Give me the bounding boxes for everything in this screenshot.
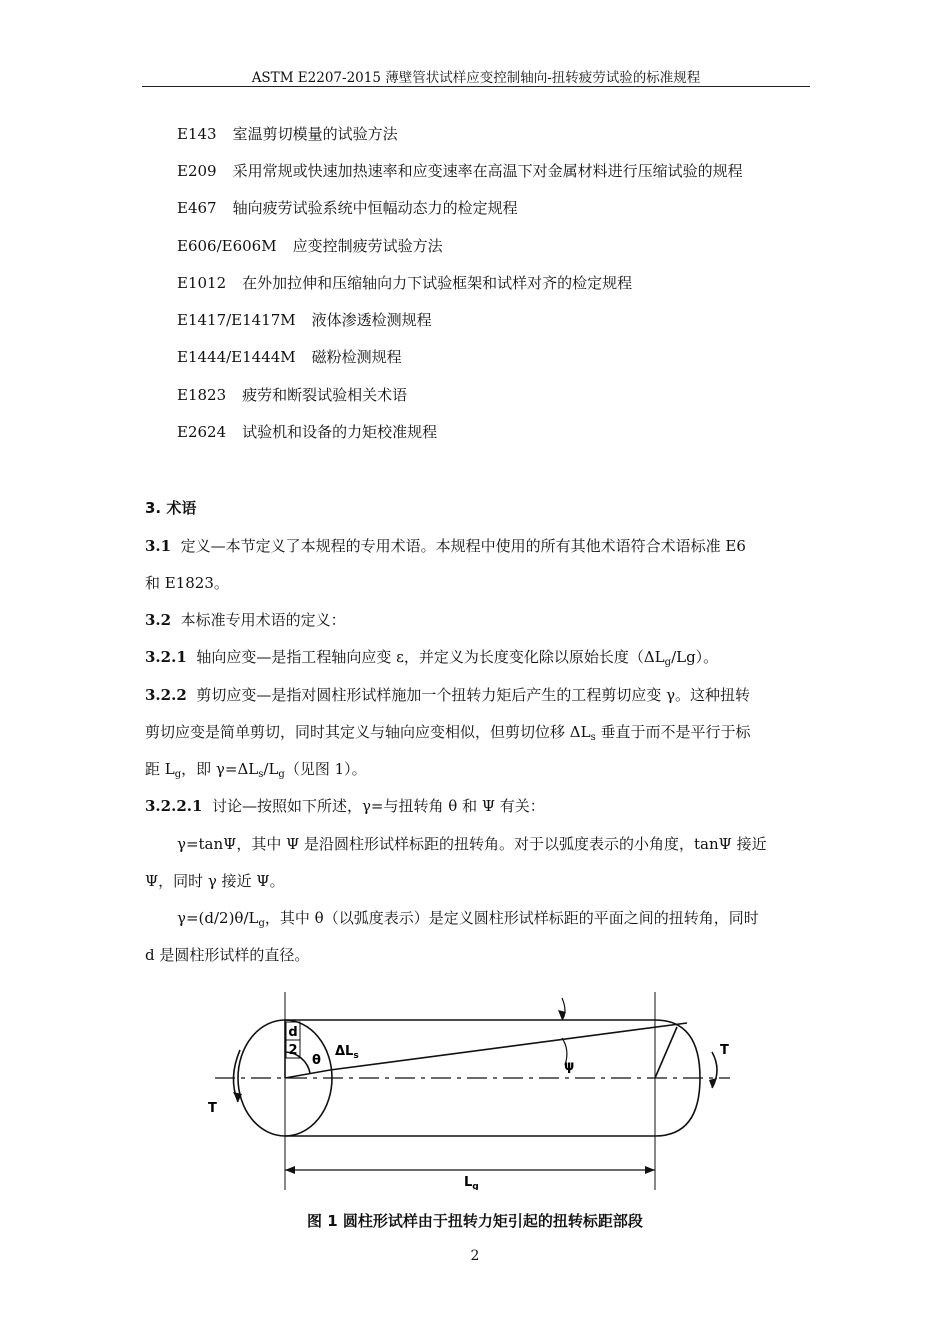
lg-label: $L_g$ bbox=[464, 1175, 479, 1190]
formula-paragraph-a-cont: Ψ，同时 γ 接近 Ψ。 bbox=[145, 872, 285, 890]
clause-number: 3.2.2 bbox=[145, 686, 187, 704]
reference-title: 疲劳和断裂试验相关术语 bbox=[242, 386, 408, 404]
paragraph-3-2-1 bbox=[145, 647, 718, 673]
text: γ=(d/2)θ/L bbox=[177, 909, 259, 927]
section-heading: 3. 术语 bbox=[145, 499, 197, 517]
subscript: g bbox=[174, 769, 182, 780]
reference-code: E1444/E1444M bbox=[177, 348, 296, 366]
clause-number: 3.2.1 bbox=[145, 648, 187, 666]
d-label: d bbox=[288, 1025, 298, 1040]
figure-caption: 图 1 圆柱形试样由于扭转力矩引起的扭转标距部段 bbox=[307, 1212, 643, 1230]
text: 讨论—按照如下所述，γ=与扭转角 θ 和 Ψ 有关： bbox=[211, 797, 545, 815]
figure-twisted-cylinder bbox=[200, 990, 750, 1190]
torque-left-label: T bbox=[208, 1101, 217, 1116]
header-rule bbox=[142, 86, 810, 87]
reference-code: E467 bbox=[177, 199, 217, 217]
reference-item bbox=[177, 161, 743, 181]
formula-paragraph-a: γ=tanΨ，其中 Ψ 是沿圆柱形试样标距的扭转角。对于以弧度表示的小角度，tanΨ 接近 bbox=[177, 835, 767, 853]
reference-item bbox=[177, 422, 437, 442]
reference-code: E2624 bbox=[177, 423, 227, 441]
reference-item bbox=[177, 124, 398, 144]
reference-code: E209 bbox=[177, 162, 217, 180]
running-header: ASTM E2207-2015 薄壁管状试样应变控制轴向-扭转疲劳试验的标准规程 bbox=[251, 70, 701, 86]
text: 本标准专用术语的定义： bbox=[180, 611, 346, 629]
paragraph-3-2 bbox=[145, 610, 346, 630]
text: /Lg）。 bbox=[671, 648, 719, 666]
reference-title: 在外加拉伸和压缩轴向力下试验框架和试样对齐的检定规程 bbox=[242, 274, 633, 292]
reference-code: E1823 bbox=[177, 386, 227, 404]
text: ，其中 θ（以弧度表示）是定义圆柱形试样标距的平面之间的扭转角，同时 bbox=[264, 909, 759, 927]
reference-title: 试验机和设备的力矩校准规程 bbox=[242, 423, 438, 441]
text: 轴向应变—是指工程轴向应变 ε，并定义为长度变化除以原始长度（ΔL bbox=[196, 648, 665, 666]
reference-item bbox=[177, 198, 518, 218]
reference-item bbox=[177, 273, 632, 293]
paragraph-3-1-cont: 和 E1823。 bbox=[145, 574, 229, 592]
radius-line-2 bbox=[285, 1070, 330, 1078]
text: 垂直于而不是平行于标 bbox=[595, 723, 751, 741]
reference-code: E1417/E1417M bbox=[177, 311, 296, 329]
page-number: 2 bbox=[470, 1248, 480, 1264]
reference-title: 轴向疲劳试验系统中恒幅动态力的检定规程 bbox=[232, 199, 518, 217]
subscript: s bbox=[590, 732, 596, 743]
reference-item bbox=[177, 310, 432, 330]
text: 定义—本节定义了本规程的专用术语。本规程中使用的所有其他术语符合术语标准 E6 bbox=[180, 537, 746, 555]
reference-item bbox=[177, 347, 402, 367]
clause-number: 3.2 bbox=[145, 611, 172, 629]
text: 剪切应变是简单剪切，同时其定义与轴向应变相似，但剪切位移 ΔL bbox=[145, 723, 591, 741]
subscript: s bbox=[258, 769, 264, 780]
subscript: g bbox=[664, 657, 672, 668]
subscript: g bbox=[258, 918, 265, 929]
paragraph-3-2-2-cont bbox=[145, 722, 751, 748]
lg-arrowhead-right bbox=[645, 1166, 655, 1174]
reference-code: E606/E606M bbox=[177, 237, 277, 255]
reference-item bbox=[177, 385, 407, 405]
reference-title: 采用常规或快速加热速率和应变速率在高温下对金属材料进行压缩试验的规程 bbox=[232, 162, 743, 180]
reference-code: E1012 bbox=[177, 274, 227, 292]
reference-title: 室温剪切模量的试验方法 bbox=[232, 125, 398, 143]
theta-label: θ bbox=[312, 1053, 321, 1068]
two-label: 2 bbox=[288, 1043, 298, 1058]
formula-paragraph-b bbox=[177, 908, 759, 934]
text: /L bbox=[263, 760, 279, 778]
text: （见图 1）。 bbox=[284, 760, 367, 778]
reference-code: E143 bbox=[177, 125, 217, 143]
text: 剪切应变—是指对圆柱形试样施加一个扭转力矩后产生的工程剪切应变 γ。这种扭转 bbox=[196, 686, 751, 704]
paragraph-3-2-2-cont bbox=[145, 759, 367, 785]
cylinder-right-chord bbox=[655, 1027, 677, 1078]
delta-ls-label: $\Delta L_s$ bbox=[335, 1044, 359, 1061]
lg-arrowhead-left bbox=[285, 1166, 295, 1174]
text: 距 L bbox=[145, 760, 175, 778]
clause-number: 3.2.2.1 bbox=[145, 797, 203, 815]
paragraph-3-2-2 bbox=[145, 685, 750, 705]
formula-paragraph-b-cont: d 是圆柱形试样的直径。 bbox=[145, 946, 310, 964]
psi-label: ψ bbox=[564, 1059, 575, 1074]
clause-number: 3.1 bbox=[145, 537, 172, 555]
paragraph-3-2-2-1 bbox=[145, 796, 545, 816]
text: ，即 γ=ΔL bbox=[181, 760, 259, 778]
paragraph-3-1 bbox=[145, 536, 746, 556]
reference-item bbox=[177, 236, 443, 256]
torque-right-label: T bbox=[720, 1043, 729, 1058]
reference-title: 液体渗透检测规程 bbox=[311, 311, 432, 329]
reference-title: 应变控制疲劳试验方法 bbox=[292, 237, 443, 255]
reference-title: 磁粉检测规程 bbox=[311, 348, 402, 366]
subscript: g bbox=[278, 769, 285, 780]
twisted-element-line bbox=[330, 1023, 687, 1070]
